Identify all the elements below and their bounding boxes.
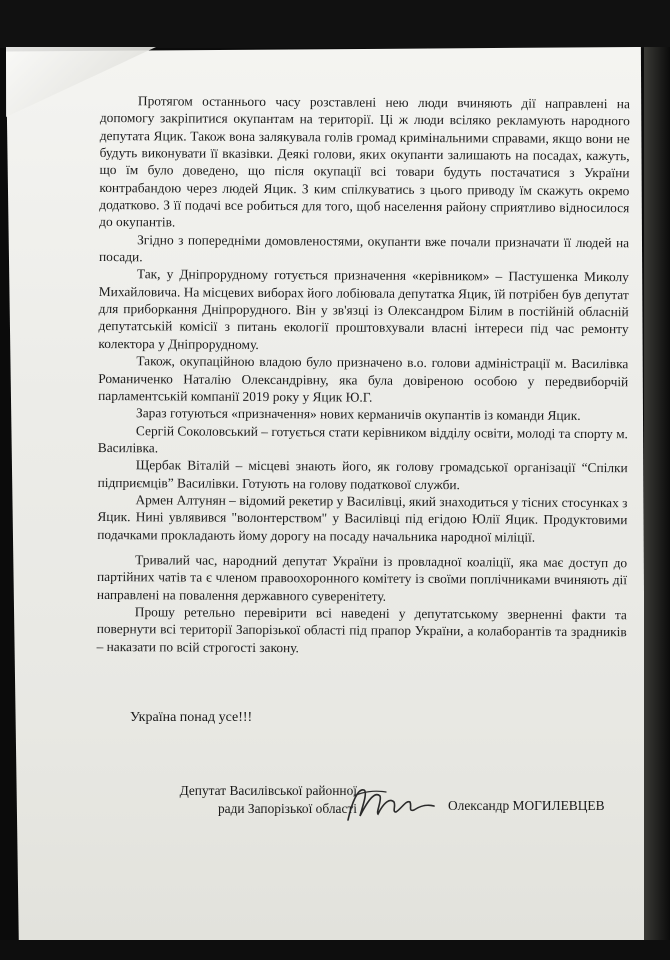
- paragraph: Сергій Соколовський – готується стати керівником відділу освіти, молоді та спорту м. Василівка.: [97, 422, 628, 456]
- paragraph: Щербак Віталій – місцеві знають його, як голову громадської організації “Спілки підприємців” Василівки. Готують на голову податкової служби.: [97, 457, 628, 492]
- handwritten-signature: [340, 782, 440, 826]
- paragraph: Так, у Дніпрорудному готується призначення «керівником» – Пастушенка Миколу Михайловича. На місцевих виборах його лобіювала депутатка Яцик, їй потрібен був депутат для приборкання Дніпрорудного. Він у зв'язці із Олександром Білим в постійній обласній депутатській комісії з питань екології проштовхували власні інтереси під час ремонту колектора у Дніпрорудному.: [98, 266, 629, 352]
- paragraph: Прошу ретельно перевірити всі наведені у депутатському зверненні факти та повернути всі території Запорізької області під прапор України, а колаборантів та зрадників – наказати по всій строгості закону.: [96, 604, 627, 655]
- paragraph: Армен Алтунян – відомий рекетир у Василівці, який знаходиться у тісних стосунках з Яцик. Нині увлявився "волонтерством" у Василівці під егідою Юлії Яцик. Продуктовими подачками прокладають йому дорогу на посаду начальника народної міліції.: [97, 492, 628, 545]
- paragraph: Протягом останнього часу розставлені нею люди вчиняють дії направлені на допомогу закріпитися окупантам на території. Ці ж люди всіляко рекламують народного депутата Яцик. Також вона залякувала голів громад кримінальними справами, якщо вони не будуть виконувати її вказівки. Деякі голови, яких окупанти залишають на посадах, кажуть, що їм було доведено, що після окупації всі товари будуть постачатися з України контрабандою через людей Яцик. З ким спілкуватись з цього приводу їм скажуть окремо додатково. З її подачі все робиться для того, щоб населення району сприятливо відносилося до окупантів.: [99, 93, 630, 230]
- paper-edge-shadow: [644, 47, 670, 942]
- paragraph: Зараз готуються «призначення» нових керманичів окупантів із команди Яцик.: [135, 405, 581, 424]
- background-bottom: [0, 940, 670, 960]
- signatory-name: Олександр МОГИЛЕВЦЕВ: [448, 798, 605, 813]
- paragraph: Також, окупаційною владою було призначено в.о. голови адміністрації м. Василівка Романиченко Наталію Олександрівну, яка була довіреною особою у передвиборчій парламентській компанії 2019 року у Яцик Ю.Г.: [98, 353, 629, 405]
- signatory-title-line: ради Запорізької області: [217, 801, 357, 816]
- paragraph: Згідно з попередніми домовленостями, окупанти вже почали призначати її людей на посади.: [98, 231, 630, 265]
- signatory-title: [137, 782, 357, 818]
- background-top: [0, 0, 670, 48]
- paragraph: Тривалий час, народний депутат України із провладної коаліції, яка має доступ до партійних чатів та є членом правоохоронного комітету із своїми поплічниками вчиняють дії направлені на повалення державного суверенітету.: [96, 552, 628, 604]
- letter-body: [97, 92, 630, 658]
- signatory-title-line: Депутат Василівської районної: [179, 783, 357, 798]
- closing-line: Україна понад усе!!!: [130, 710, 253, 725]
